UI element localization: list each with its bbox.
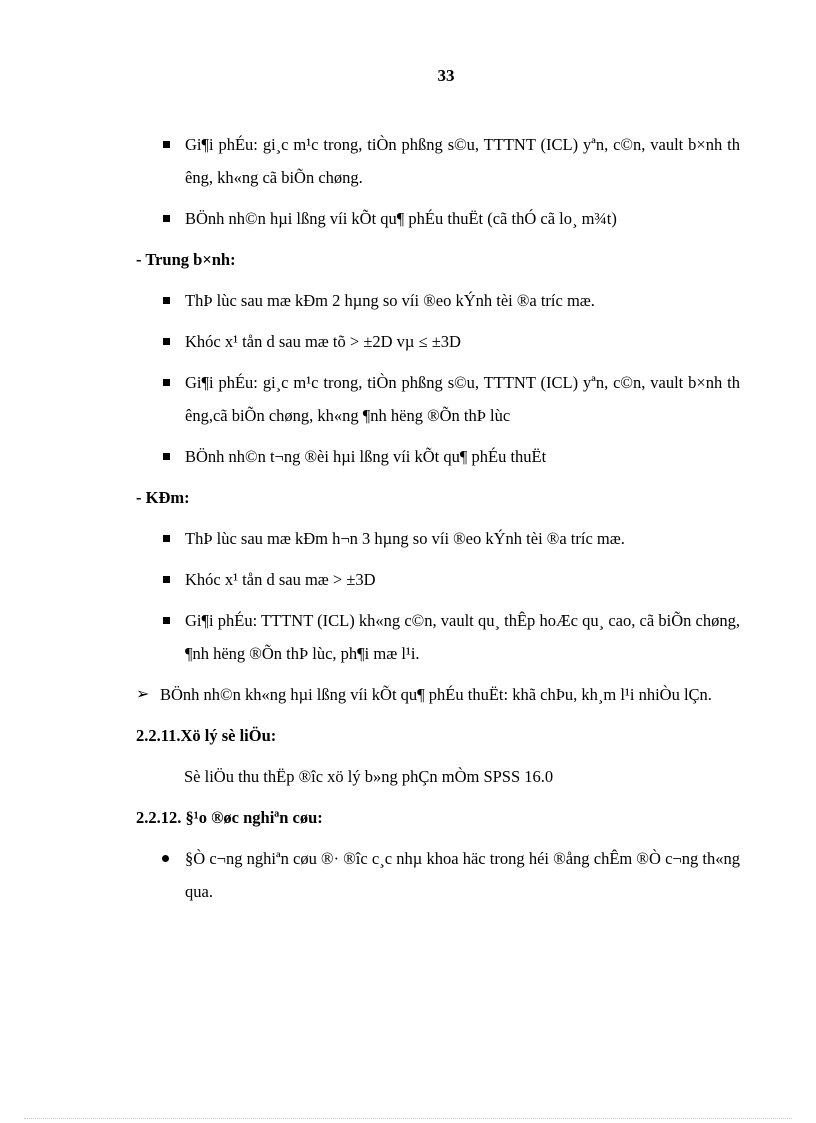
round-bullet-icon xyxy=(162,855,169,862)
list-item-text: Gi¶i phÉu: TTTNT (ICL) kh«ng c©n, vault qu¸ thÊp hoÆc qu¸ cao, cã biÕn chøng, ¶nh hëng ®Õn thÞ lùc, ph¶i mæ l¹i. xyxy=(185,611,740,663)
list-item xyxy=(136,440,740,473)
list-item-text: Khóc x¹ tån d sau mæ > ±3D xyxy=(185,570,376,589)
square-bullet-icon xyxy=(163,535,170,542)
footer-divider xyxy=(24,1118,792,1119)
list-item xyxy=(136,604,740,670)
section-subheading: - Trung b×nh: xyxy=(136,250,236,269)
list-item xyxy=(136,284,740,317)
square-bullet-icon xyxy=(163,453,170,460)
list-item xyxy=(136,522,740,555)
list-item-text: Gi¶i phÉu: gi¸c m¹c trong, tiÒn phßng s©u, TTTNT (ICL) yªn, c©n, vault b×nh th êng,cã biÕn chøng, kh«ng ¶nh hëng ®Õn thÞ lùc xyxy=(185,373,740,425)
square-bullet-icon xyxy=(163,379,170,386)
square-bullet-icon xyxy=(163,141,170,148)
list-item xyxy=(136,128,740,194)
list-item-text: BÖnh nh©n kh«ng hµi lßng víi kÕt qu¶ phÉu thuËt: khã chÞu, kh¸m l¹i nhiÒu lÇn. xyxy=(160,685,712,704)
list-item xyxy=(136,842,740,908)
list-item xyxy=(136,563,740,596)
list-item-text: ThÞ lùc sau mæ kÐm 2 hµng so víi ®eo kÝnh tèi ®a tríc mæ. xyxy=(185,291,595,310)
list-item xyxy=(136,325,740,358)
square-bullet-icon xyxy=(163,338,170,345)
list-item-text: BÖnh nh©n t¬ng ®èi hµi lßng víi kÕt qu¶ phÉu thuËt xyxy=(185,447,547,466)
list-item-text: Gi¶i phÉu: gi¸c m¹c trong, tiÒn phßng s©u, TTTNT (ICL) yªn, c©n, vault b×nh th êng, kh«ng cã biÕn chøng. xyxy=(185,135,740,187)
section-heading: 2.2.12. §¹o ®øc nghiªn cøu: xyxy=(136,808,323,827)
square-bullet-icon xyxy=(163,576,170,583)
page-body xyxy=(136,128,740,912)
list-item-text: BÖnh nh©n hµi lßng víi kÕt qu¶ phÉu thuËt (cã thÓ cã lo¸ m¾t) xyxy=(185,209,617,228)
square-bullet-icon xyxy=(163,215,170,222)
list-item-text: Khóc x¹ tån d sau mæ tõ > ±2D vµ ≤ ±3D xyxy=(185,332,461,351)
list-item-text: ThÞ lùc sau mæ kÐm h¬n 3 hµng so víi ®eo kÝnh tèi ®a tríc mæ. xyxy=(185,529,625,548)
square-bullet-icon xyxy=(163,297,170,304)
paragraph: Sè liÖu thu thËp ®îc xö lý b»ng phÇn mÒm SPSS 16.0 xyxy=(184,767,554,786)
section-subheading: - KÐm: xyxy=(136,488,190,507)
list-item xyxy=(136,366,740,432)
section-heading: 2.2.11.Xö lý sè liÖu: xyxy=(136,726,277,745)
list-item xyxy=(136,678,740,711)
list-item-text: §Ò c¬ng nghiªn cøu ®· ®îc c¸c nhµ khoa häc trong héi ®ång chÊm ®Ò c¬ng th«ng qua. xyxy=(185,849,740,901)
square-bullet-icon xyxy=(163,617,170,624)
list-item xyxy=(136,202,740,235)
arrowhead-bullet-icon: ➢ xyxy=(136,686,150,703)
page-number: 33 xyxy=(437,66,455,85)
